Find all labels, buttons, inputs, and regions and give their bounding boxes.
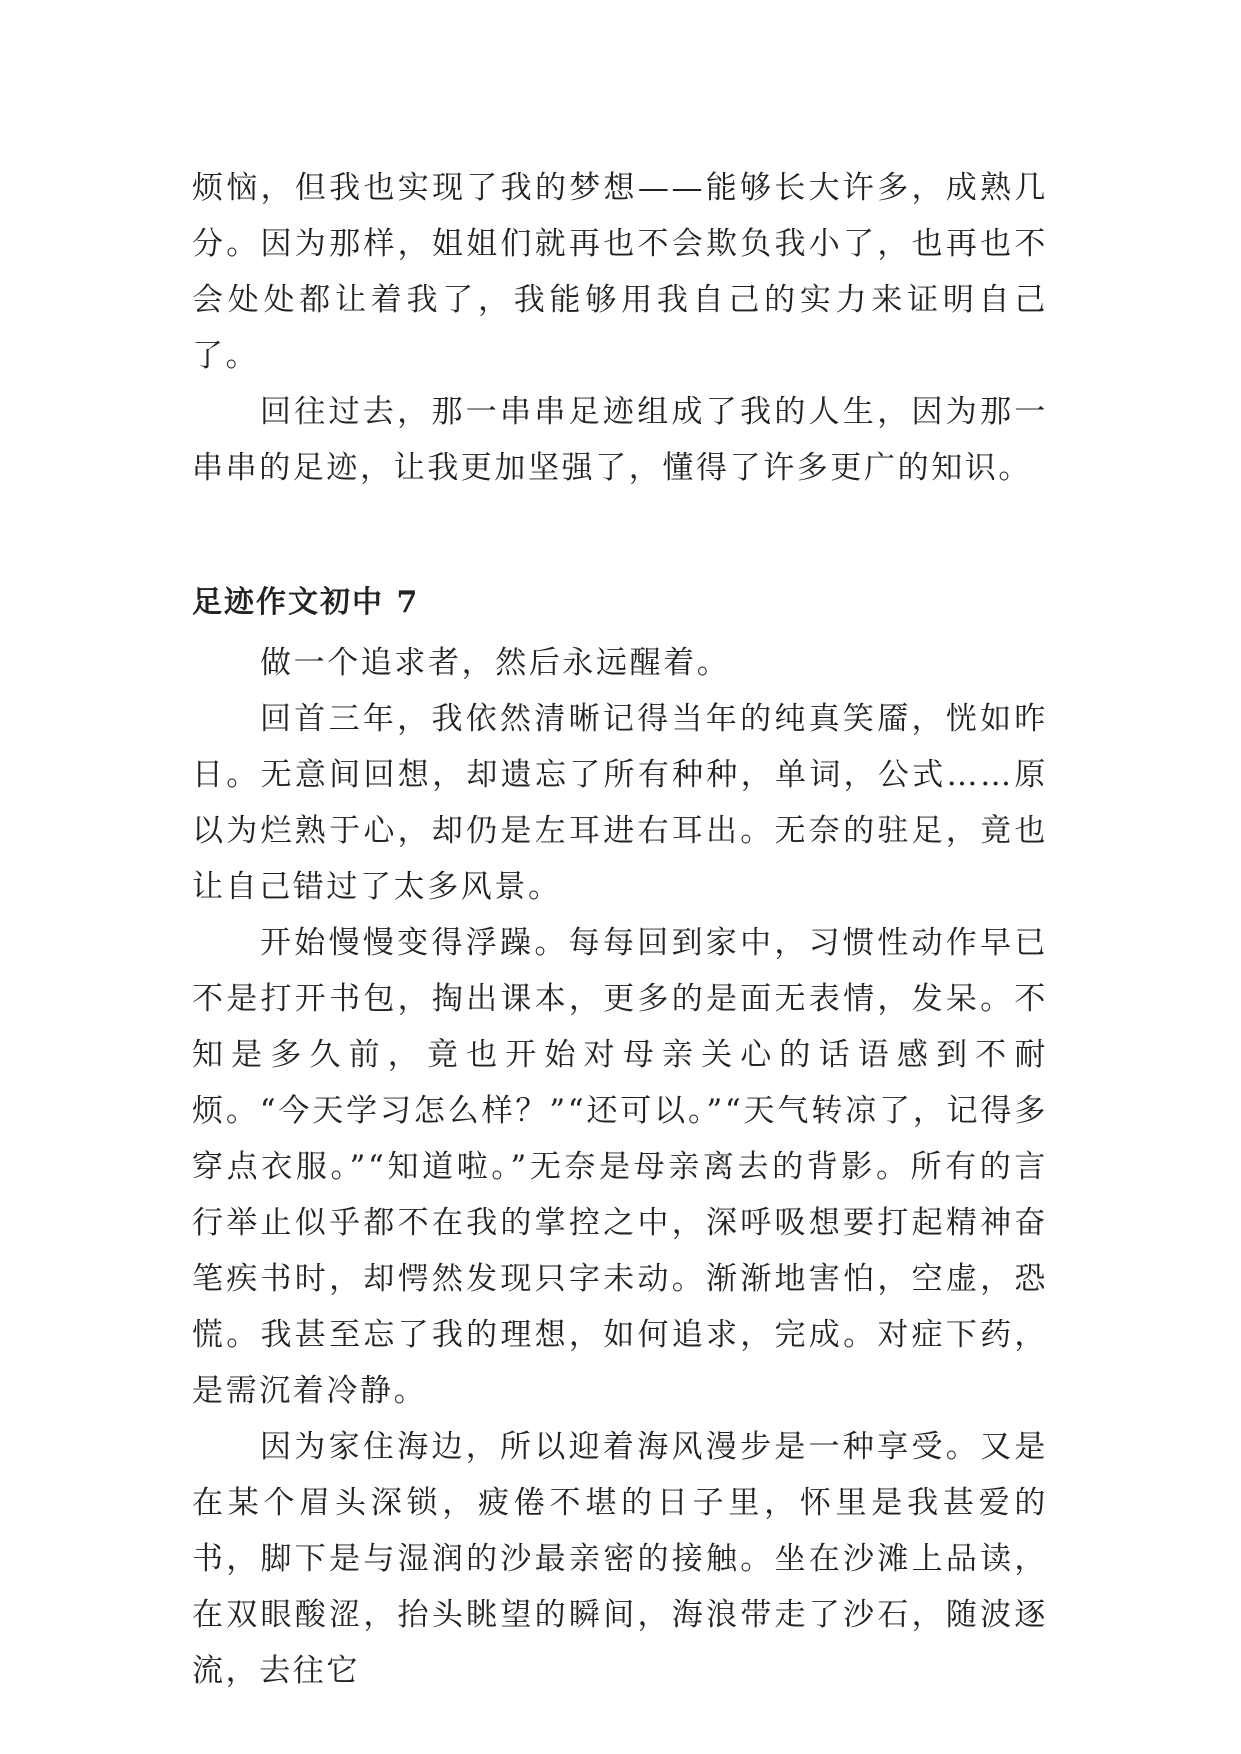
- paragraph-seaside: 因为家住海边，所以迎着海风漫步是一种享受。又是在某个眉头深锁，疲倦不堪的日子里，怀里是我甚爱的书，脚下是与湿润的沙最亲密的接触。坐在沙滩上品读，在双眼酸涩，抬头眺望的瞬间，海浪带走了沙石，随波逐流，去往它: [192, 1429, 1048, 1689]
- paragraph-recollection: 回首三年，我依然清晰记得当年的纯真笑靥，恍如昨日。无意间回想，却遗忘了所有种种，单词，公式……原以为烂熟于心，却仍是左耳进右耳出。无奈的驻足，竟也让自己错过了太多风景。: [192, 701, 1048, 905]
- paragraph-restlessness: 开始慢慢变得浮躁。每每回到家中，习惯性动作早已不是打开书包，掏出课本，更多的是面无表情，发呆。不知是多久前，竟也开始对母亲关心的话语感到不耐烦。“今天学习怎么样？”“还可以。”“天气转凉了，记得多穿点衣服。”“知道啦。”无奈是母亲离去的背影。所有的言行举止似乎都不在我的掌控之中，深呼吸想要打起精神奋笔疾书时，却愕然发现只字未动。渐渐地害怕，空虚，恐慌。我甚至忘了我的理想，如何追求，完成。对症下药，是需沉着冷静。: [192, 925, 1048, 1409]
- paragraph-continued: 烦恼，但我也实现了我的梦想——能够长大许多，成熟几分。因为那样，姐姐们就再也不会欺负我小了，也再也不会处处都让着我了，我能够用我自己的实力来证明自己了。: [192, 170, 1048, 374]
- document-page: [192, 160, 1048, 1699]
- section-title: 足迹作文初中 7: [192, 585, 420, 620]
- paragraph-conclusion: 回往过去，那一串串足迹组成了我的人生，因为那一串串的足迹，让我更加坚强了，懂得了许多更广的知识。: [192, 394, 1048, 486]
- paragraph-opening: 做一个追求者，然后永远醒着。: [260, 645, 731, 681]
